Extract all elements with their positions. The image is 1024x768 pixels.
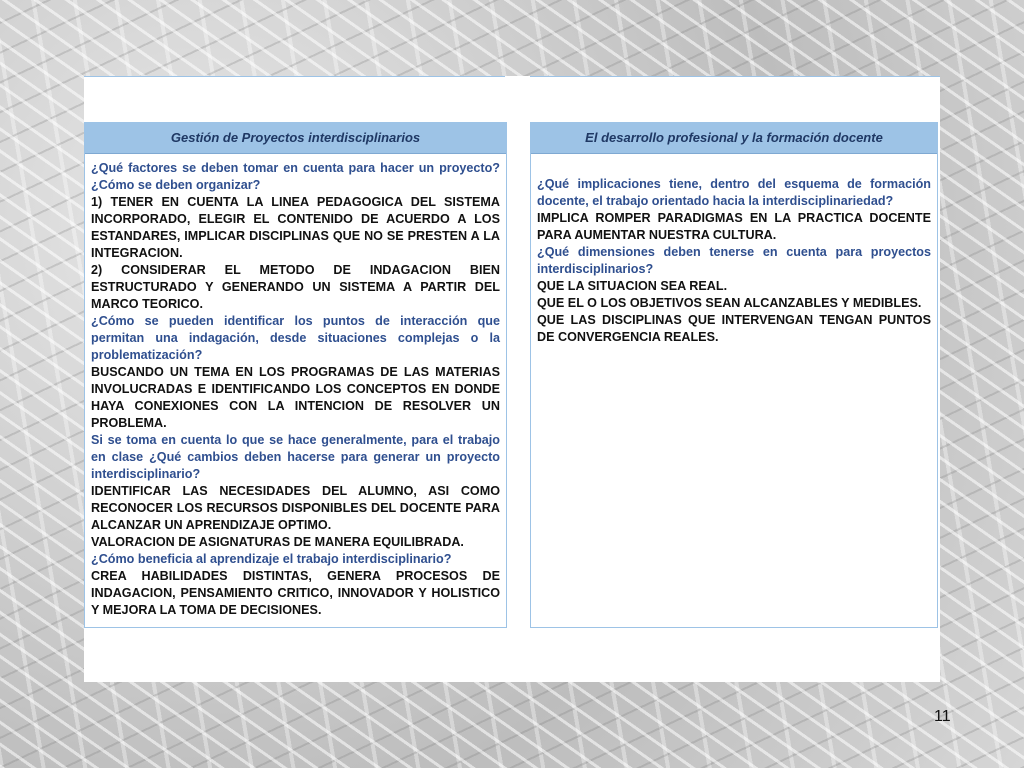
right-column-panel: [530, 122, 938, 628]
left-paragraph: IDENTIFICAR LAS NECESIDADES DEL ALUMNO, ASI COMO RECONOCER LOS RECURSOS DISPONIBLES DEL DOCENTE PARA ALCANZAR UN APRENDIZAJE OPTIMO.: [91, 484, 500, 532]
left-paragraph: 1) TENER EN CUENTA LA LINEA PEDAGOGICA DEL SISTEMA INCORPORADO, ELEGIR EL CONTENIDO DE ACUERDO A LOS ESTANDARES, IMPLICAR DISCIPLINAS QUE NO SE PRESTEN A LA INTEGRACION.: [91, 195, 500, 260]
left-paragraph: ¿Cómo beneficia al aprendizaje el trabajo interdisciplinario?: [91, 552, 452, 566]
left-column-title: Gestión de Proyectos interdisciplinarios: [85, 123, 506, 154]
right-paragraph: ¿Qué implicaciones tiene, dentro del esquema de formación docente, el trabajo orientado hacia la interdisciplinariedad?: [537, 177, 931, 208]
right-paragraph: QUE LAS DISCIPLINAS QUE INTERVENGAN TENGAN PUNTOS DE CONVERGENCIA REALES.: [537, 313, 931, 344]
left-column-panel: [84, 122, 507, 628]
right-paragraph: ¿Qué dimensiones deben tenerse en cuenta para proyectos interdisciplinarios?: [537, 245, 931, 276]
right-paragraph: QUE EL O LOS OBJETIVOS SEAN ALCANZABLES Y MEDIBLES.: [537, 296, 922, 310]
right-column-body: [531, 154, 937, 346]
left-paragraph: 2) CONSIDERAR EL METODO DE INDAGACION BIEN ESTRUCTURADO Y GENERANDO UN SISTEMA A PARTIR DEL MARCO TEORICO.: [91, 263, 500, 311]
right-paragraph: QUE LA SITUACION SEA REAL.: [537, 279, 728, 293]
left-paragraph: Si se toma en cuenta lo que se hace generalmente, para el trabajo en clase ¿Qué cambios deben hacerse para generar un proyecto interdisciplinario?: [91, 433, 500, 481]
right-paragraph: IMPLICA ROMPER PARADIGMAS EN LA PRACTICA DOCENTE PARA AUMENTAR NUESTRA CULTURA.: [537, 211, 931, 242]
left-paragraph: CREA HABILIDADES DISTINTAS, GENERA PROCESOS DE INDAGACION, PENSAMIENTO CRITICO, INNOVADOR Y HOLISTICO Y MEJORA LA TOMA DE DECISIONES.: [91, 569, 500, 617]
right-column-title: El desarrollo profesional y la formación docente: [531, 123, 937, 154]
left-column-body: [85, 154, 506, 619]
left-paragraph: ¿Qué factores se deben tomar en cuenta para hacer un proyecto? ¿Cómo se deben organizar?: [91, 161, 500, 192]
page-number: 11: [934, 708, 951, 725]
left-paragraph: VALORACION DE ASIGNATURAS DE MANERA EQUILIBRADA.: [91, 535, 464, 549]
left-paragraph: ¿Cómo se pueden identificar los puntos de interacción que permitan una indagación, desde situaciones complejas o la problematización?: [91, 314, 500, 362]
left-paragraph: BUSCANDO UN TEMA EN LOS PROGRAMAS DE LAS MATERIAS INVOLUCRADAS E IDENTIFICANDO LOS CONCEPTOS EN DONDE HAYA CONEXIONES CON LA INTENCION DE RESOLVER UN PROBLEMA.: [91, 365, 500, 430]
slide-content: [84, 76, 940, 682]
right-top-rule: [530, 76, 940, 77]
left-top-rule: [84, 76, 505, 77]
